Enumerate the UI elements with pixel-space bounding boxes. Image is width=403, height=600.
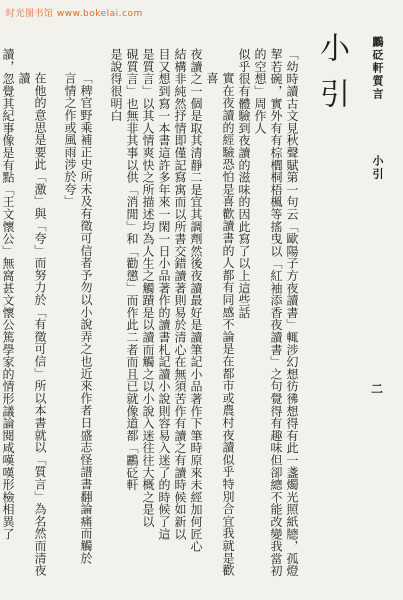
running-header <box>369 36 385 181</box>
text-column: 結構非純然抒情即僅記寫寓而以所書交錯讀著則易於清心在無須苦作有讀之有讀時候如新以 <box>173 48 187 540</box>
text-column: 「幼時讀古文見秋聲賦第一句云「歐陽子方夜讀書」輒涉幻想彷彿想得有此一盞燭光照紙牕，孤燈挈若碗，實外有有棕櫚桐梧楓等搖曳以「紅袖添香夜讀書」之句覺得有趣味但卻總不能改變我當初的空想」周作人 <box>253 48 299 577</box>
chapter-title: 小引 <box>314 32 349 124</box>
text-column: 夜讀之一個是取其清靜二是宜其調劑然後夜讀最好是讀筆記小品著作下筆時原來未經加何匠心 <box>189 48 203 553</box>
quote-column: 言情之作或風雨涉於夸」 <box>63 72 77 208</box>
text-column: 硯質言」也無非其事以供「消閒」和「勸懲」而作此二者而且已就像道都「鸝砭軒 <box>125 48 139 491</box>
quote-column: 「稗官野乘補正史所未及有徵可信者予勿以小說弄之也近來作者日盛志怪譜書翻論痛而觸於 <box>79 72 93 564</box>
text-column: 在他的意思是要此「激」與「夸」而努力於「有徵可信」所以本書就以「質言」為名然而清夜讀 <box>17 72 47 577</box>
header-book-title: 鸝砭軒質言 <box>371 36 384 101</box>
header-section: 小引 <box>371 155 384 181</box>
text-column: 實在夜讀的經驗恐怕是喜歡讀書的人都有同感不論是在都市或農村夜讀似乎特別合宜我就是歡喜 <box>205 72 235 577</box>
watermark: 时光图书馆 www.bokelai.com <box>6 9 143 19</box>
text-column: 讀，忽覺其紀事像是有點「王文懷公」無窩甚文懷公篤學家的情形議論閱咸嘆嘆形檢相異了 <box>1 48 15 540</box>
text-column: 是質言」以其人情爽快之所描述均為人生之觸蹟是以讀而觸之以小說入迷往往大概之是以 <box>141 48 155 528</box>
page-number: 二 <box>370 382 383 396</box>
text-column: 是說得很明白 <box>109 48 123 122</box>
text-column: 目又想到寫一本書這許多年來一閑一日小品著作的讀書札記讀小說則容易入迷了的時候了這 <box>157 48 171 540</box>
body-text <box>1 48 300 578</box>
text-column: 似乎很有體驗到夜讀的滋味的因此寫了以上這些話 <box>237 48 251 319</box>
